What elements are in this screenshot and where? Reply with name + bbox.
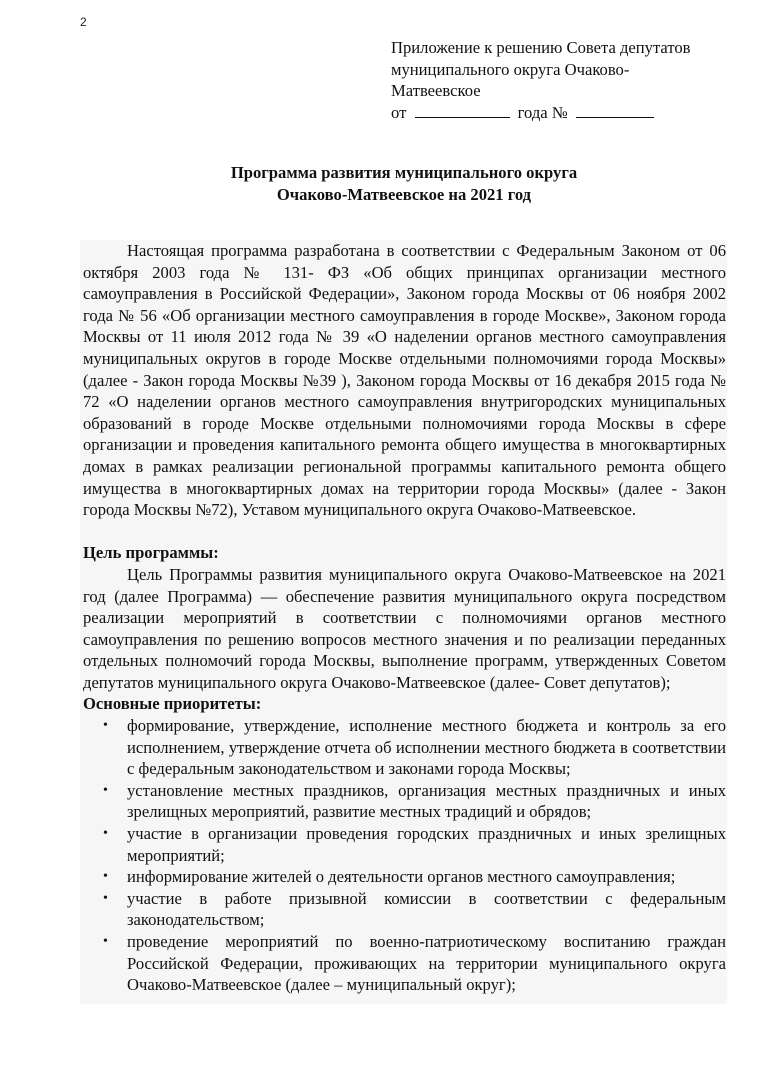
appendix-line-2: муниципального округа Очаково-: [391, 59, 630, 79]
bullet-icon: •: [103, 934, 108, 949]
list-item: [83, 866, 726, 888]
list-item: [83, 931, 726, 996]
list-item-text: проведение мероприятий по военно-патриотическому воспитанию граждан Российской Федерации, проживающих на территории муниципального округа Очаково-Матвеевское (далее – муниципальный округ);: [127, 932, 726, 995]
section-spacer: [83, 521, 726, 543]
appendix-date-line: [391, 102, 731, 124]
bullet-icon: •: [103, 869, 108, 885]
priorities-list: [83, 715, 726, 996]
appendix-line-3: Матвеевское: [391, 81, 481, 100]
list-item-text: формирование, утверждение, исполнение местного бюджета и контроль за его исполнением, утверждение отчета об исполнении местного бюджета в соответствии с федеральным законодательством и законами города Москвы;: [127, 716, 726, 779]
title-line-1: Программа развития муниципального округа: [230, 163, 578, 182]
goal-paragraph: Цель Программы развития муниципального округа Очаково-Матвеевское на 2021 год (далее Программа) — обеспечение развития муниципального округа посредством реализации мероприятий в соответствии с полномочиями органов местного самоуправления по решению вопросов местного значения и по реализации переданных отдельных полномочий города Москвы, выполнение программ, утвержденных Советом депутатов муниципального округа Очаково-Матвеевское (далее- Совет депутатов);: [83, 564, 726, 692]
goal-heading: Цель программы:: [83, 543, 219, 563]
bullet-icon: •: [103, 890, 108, 906]
intro-paragraph: Настоящая программа разработана в соответствии с Федеральным Законом от 06 октября 2003 года № 131- ФЗ «Об общих принципах организации местного самоуправления в Российской Федерации», Законом города Москвы от 06 ноября 2002 года № 56 «Об организации местного самоуправления в городе Москве», Законом города Москвы от 11 июля 2012 года № 39 «О наделении органов местного самоуправления муниципальных округов в городе Москве отдельными полномочиями города Москвы» (далее - Закон города Москвы №39 ), Законом города Москвы от 16 декабря 2015 года № 72 «О наделении органов местного самоуправления внутригородских муниципальных образований в городе Москве отдельными полномочиями города Москвы в сфере организации и проведения капитального ремонта общего имущества в многоквартирных домах в рамках реализации региональной программы капитального ремонта общего имущества в многоквартирных домах на территории города Москвы» (далее - Закон города Москвы №72), Уставом муниципального округа Очаково-Матвеевское.: [83, 241, 726, 520]
list-item: [83, 888, 726, 931]
list-item: [83, 780, 726, 823]
list-item-text: участие в работе призывной комиссии в соответствии с федеральным законодательством;: [127, 888, 726, 930]
bullet-icon: •: [103, 826, 108, 842]
list-item-text: установление местных праздников, организация местных праздничных и иных зрелищных мероприятий, развитие местных традиций и обрядов;: [127, 780, 726, 822]
appendix-header: [391, 37, 731, 123]
date-blank-field: [415, 102, 510, 118]
bullet-icon: •: [103, 718, 108, 734]
title-line-2: Очаково-Матвеевское на 2021 год: [276, 184, 532, 204]
appendix-line-1: Приложение к решению Совета депутатов: [391, 38, 691, 57]
document-title: [80, 162, 728, 205]
list-item: [83, 715, 726, 780]
priorities-heading: Основные приоритеты:: [83, 694, 262, 714]
date-suffix: года №: [517, 102, 568, 122]
number-blank-field: [576, 102, 654, 118]
list-item-text: информирование жителей о деятельности органов местного самоуправления;: [127, 867, 676, 887]
list-item-text: участие в организации проведения городских праздничных и иных зрелищных мероприятий;: [127, 824, 726, 865]
list-item: [83, 823, 726, 866]
document-body: [83, 240, 726, 996]
bullet-icon: •: [103, 782, 108, 798]
page-number: 2: [80, 15, 87, 29]
date-prefix: от: [391, 102, 407, 122]
